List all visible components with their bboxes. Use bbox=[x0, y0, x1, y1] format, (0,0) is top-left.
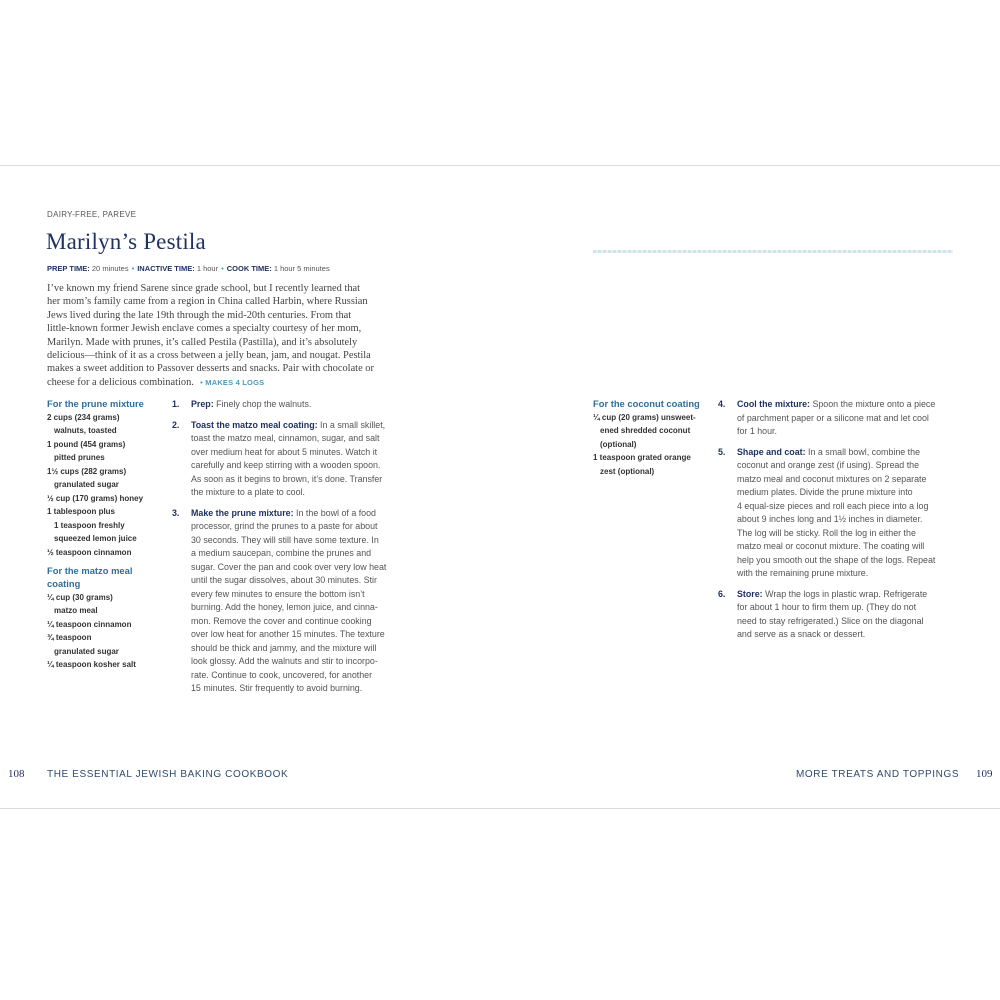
ingredient-line: ½ teaspoon cinnamon bbox=[47, 547, 132, 557]
step-line: carefully and keep stirring with a wooden spoon. bbox=[191, 460, 381, 470]
ingredient-line: ¼ cup (20 grams) unsweet- bbox=[593, 412, 696, 422]
step-label: Toast the matzo meal coating: bbox=[191, 419, 318, 430]
step-line: over medium heat for about 5 minutes. Watch it bbox=[191, 446, 378, 457]
ingredient-group-heading: For the coconut coating bbox=[593, 398, 700, 409]
method-step bbox=[172, 507, 412, 696]
step-line: until the sugar dissolves, about 30 minutes. Stir bbox=[191, 575, 377, 585]
step-line: 15 minutes. Stir frequently to avoid burning. bbox=[191, 683, 363, 693]
ingredient-line: walnuts, toasted bbox=[54, 426, 117, 436]
step-line: As soon as it begins to brown, it’s done. Transfer bbox=[191, 473, 383, 484]
step-number: 5. bbox=[718, 446, 726, 457]
ingredient-line: 1 tablespoon plus bbox=[47, 507, 116, 517]
step-line: of parchment paper or a silicone mat and let cool bbox=[737, 412, 929, 423]
ingredient-item bbox=[47, 505, 167, 546]
step-line: Prep: Finely chop the walnuts. bbox=[191, 399, 312, 409]
step-number: 6. bbox=[718, 588, 726, 599]
recipe-times: PREP TIME: 20 minutes • INACTIVE TIME: 1 hour • COOK TIME: 1 hour 5 minutes bbox=[47, 264, 330, 273]
step-line: toast the matzo meal, cinnamon, sugar, and salt bbox=[191, 433, 380, 443]
step-line: 30 seconds. They will still have some texture. In bbox=[191, 534, 379, 545]
ingredient-line: zest (optional) bbox=[600, 466, 655, 476]
step-number: 4. bbox=[718, 399, 726, 409]
ingredient-item bbox=[47, 411, 167, 438]
ingredient-line: ½ cup (170 grams) honey bbox=[47, 493, 144, 503]
step-label: Make the prune mixture: bbox=[191, 507, 294, 518]
step-line: matzo meal and coconut mixtures on 2 separate bbox=[737, 473, 927, 484]
step-line: Make the prune mixture: In the bowl of a food bbox=[191, 507, 376, 518]
ingredient-line: 1 pound (454 grams) bbox=[47, 439, 126, 449]
step-number: 1. bbox=[172, 399, 180, 409]
step-line: help you smooth out the shape of the logs. Repeat bbox=[737, 554, 936, 565]
step-line: sugar. Cover the pan and cook over very low heat bbox=[191, 561, 387, 572]
ingredient-item bbox=[47, 546, 167, 560]
step-line: matzo meal or coconut mixture. The coating will bbox=[737, 541, 925, 551]
steps-left-column bbox=[172, 398, 412, 696]
ingredient-item bbox=[47, 465, 167, 492]
right-running-footer: MORE TREATS AND TOPPINGS bbox=[796, 769, 960, 780]
ingredient-line: 1½ cups (282 grams) bbox=[47, 466, 127, 476]
step-line: Toast the matzo meal coating: In a small skillet, bbox=[191, 419, 386, 430]
ingredient-line: (optional) bbox=[600, 439, 637, 449]
ingredient-line: 1 teaspoon freshly bbox=[54, 520, 125, 530]
step-line: and serve as a snack or dessert. bbox=[737, 629, 866, 639]
cook-time-label: COOK TIME: bbox=[226, 264, 272, 273]
step-line: burning. Add the honey, lemon juice, and cinna- bbox=[191, 602, 378, 612]
step-line: about 9 inches long and 1½ inches in diameter. bbox=[737, 514, 923, 524]
step-line: coconut and orange zest (if using). Spread the bbox=[737, 460, 920, 470]
step-line: for about 1 hour to firm them up. (They do not bbox=[737, 602, 917, 612]
dietary-label: DAIRY-FREE, PAREVE bbox=[47, 210, 137, 219]
step-line: Shape and coat: In a small bowl, combine the bbox=[737, 446, 921, 457]
intro-line: Jews lived during the late 19th through the mid-20th centuries. From that bbox=[47, 309, 352, 321]
ingredient-line: squeezed lemon juice bbox=[54, 534, 137, 544]
step-line: the mixture to a plate to cool. bbox=[191, 487, 305, 497]
step-line: Store: Wrap the logs in plastic wrap. Refrigerate bbox=[737, 588, 928, 599]
decorative-divider bbox=[593, 250, 953, 253]
ingredient-group-heading: For the matzo meal coating bbox=[47, 565, 133, 590]
inactive-time-label: INACTIVE TIME: bbox=[137, 264, 195, 273]
intro-line: cheese for a delicious combination. • MAKES 4 LOGS bbox=[47, 376, 265, 388]
ingredient-line: ¼ teaspoon cinnamon bbox=[47, 619, 132, 629]
prep-time-value: 20 minutes bbox=[91, 264, 129, 273]
intro-line: her mom’s family came from a region in China called Harbin, where Russian bbox=[47, 296, 368, 308]
step-line: 4 equal-size pieces and roll each piece into a log bbox=[737, 500, 929, 511]
ingredient-item bbox=[47, 492, 167, 506]
ingredient-line: 2 cups (234 grams) bbox=[47, 412, 120, 422]
step-line: mon. Remove the cover and continue cooking bbox=[191, 615, 372, 626]
ingredient-line: matzo meal bbox=[54, 606, 98, 616]
ingredients-left-column bbox=[47, 398, 167, 672]
ingredient-item bbox=[593, 411, 713, 452]
inactive-time-value: 1 hour bbox=[196, 264, 219, 273]
step-label: Cool the mixture: bbox=[737, 399, 810, 409]
step-label: Prep: bbox=[191, 399, 214, 409]
intro-line: makes a sweet addition to Passover desserts and snacks. Pair with chocolate or bbox=[47, 363, 374, 375]
prep-time-label: PREP TIME: bbox=[47, 264, 90, 273]
intro-line: I’ve known my friend Sarene since grade school, but I recently learned that bbox=[47, 283, 361, 294]
ingredient-line: ¾ teaspoon bbox=[47, 633, 92, 643]
method-step bbox=[718, 446, 963, 581]
step-line: for 1 hour. bbox=[737, 426, 777, 436]
ingredient-line: granulated sugar bbox=[54, 480, 119, 490]
ingredient-item bbox=[47, 438, 167, 465]
step-number: 2. bbox=[172, 419, 180, 430]
step-line: medium plates. Divide the prune mixture into bbox=[737, 487, 913, 497]
step-line: The log will be sticky. Roll the log in either the bbox=[737, 527, 916, 538]
ingredient-line: 1 teaspoon grated orange bbox=[593, 453, 691, 463]
method-step bbox=[718, 588, 963, 642]
step-line: rate. Continue to cook, uncovered, for another bbox=[191, 669, 373, 680]
cook-time-value: 1 hour 5 minutes bbox=[273, 264, 330, 273]
intro-paragraph bbox=[47, 282, 417, 389]
ingredient-line: ¼ teaspoon kosher salt bbox=[47, 660, 136, 670]
left-running-footer: THE ESSENTIAL JEWISH BAKING COOKBOOK bbox=[47, 769, 289, 780]
makes-yield: • MAKES 4 LOGS bbox=[197, 377, 265, 387]
recipe-title: Marilyn’s Pestila bbox=[46, 229, 206, 254]
step-line: Cool the mixture: Spoon the mixture onto a piece bbox=[737, 399, 936, 409]
ingredients-right-column bbox=[593, 398, 713, 478]
ingredient-item bbox=[47, 591, 167, 618]
ingredient-item bbox=[47, 631, 167, 658]
step-line: need to stay refrigerated.) Slice on the diagonal bbox=[737, 615, 924, 626]
step-line: processor, grind the prunes to a paste for about bbox=[191, 521, 378, 531]
step-line: a medium saucepan, combine the prunes and bbox=[191, 548, 372, 558]
step-line: look glossy. Add the walnuts and stir to incorpo- bbox=[191, 656, 378, 666]
ingredient-item bbox=[593, 451, 713, 478]
top-page-edge bbox=[0, 165, 1000, 166]
ingredient-line: ¼ cup (30 grams) bbox=[47, 592, 113, 602]
bottom-page-edge bbox=[0, 808, 1000, 809]
method-step bbox=[172, 419, 412, 500]
intro-line: little-known former Jewish enclave comes a specialty courtesy of her mom, bbox=[47, 323, 362, 335]
method-step bbox=[718, 398, 963, 439]
step-number: 3. bbox=[172, 507, 180, 518]
step-line: over low heat for another 15 minutes. The texture bbox=[191, 629, 385, 639]
steps-right-column bbox=[718, 398, 963, 642]
intro-line: delicious—think of it as a cross between a jelly bean, jam, and nougat. Pestila bbox=[47, 350, 371, 362]
step-line: should be thick and jammy, and the mixture will bbox=[191, 642, 377, 653]
step-line: with the remaining prune mixture. bbox=[737, 568, 869, 578]
ingredient-line: granulated sugar bbox=[54, 646, 119, 656]
ingredient-line: pitted prunes bbox=[54, 453, 105, 463]
ingredient-group-heading: For the prune mixture bbox=[47, 398, 144, 409]
method-step bbox=[172, 398, 412, 412]
left-page-number: 108 bbox=[8, 768, 25, 780]
ingredient-item bbox=[47, 618, 167, 632]
right-page-number: 109 bbox=[976, 768, 993, 780]
ingredient-line: ened shredded coconut bbox=[600, 426, 691, 436]
intro-line: Marilyn. Made with prunes, it’s called Pestila (Pastilla), and it’s absolutely bbox=[47, 336, 358, 348]
ingredient-item bbox=[47, 658, 167, 672]
step-line: every few minutes to ensure the bottom isn’t bbox=[191, 588, 365, 599]
step-label: Shape and coat: bbox=[737, 446, 806, 457]
step-label: Store: bbox=[737, 588, 763, 599]
